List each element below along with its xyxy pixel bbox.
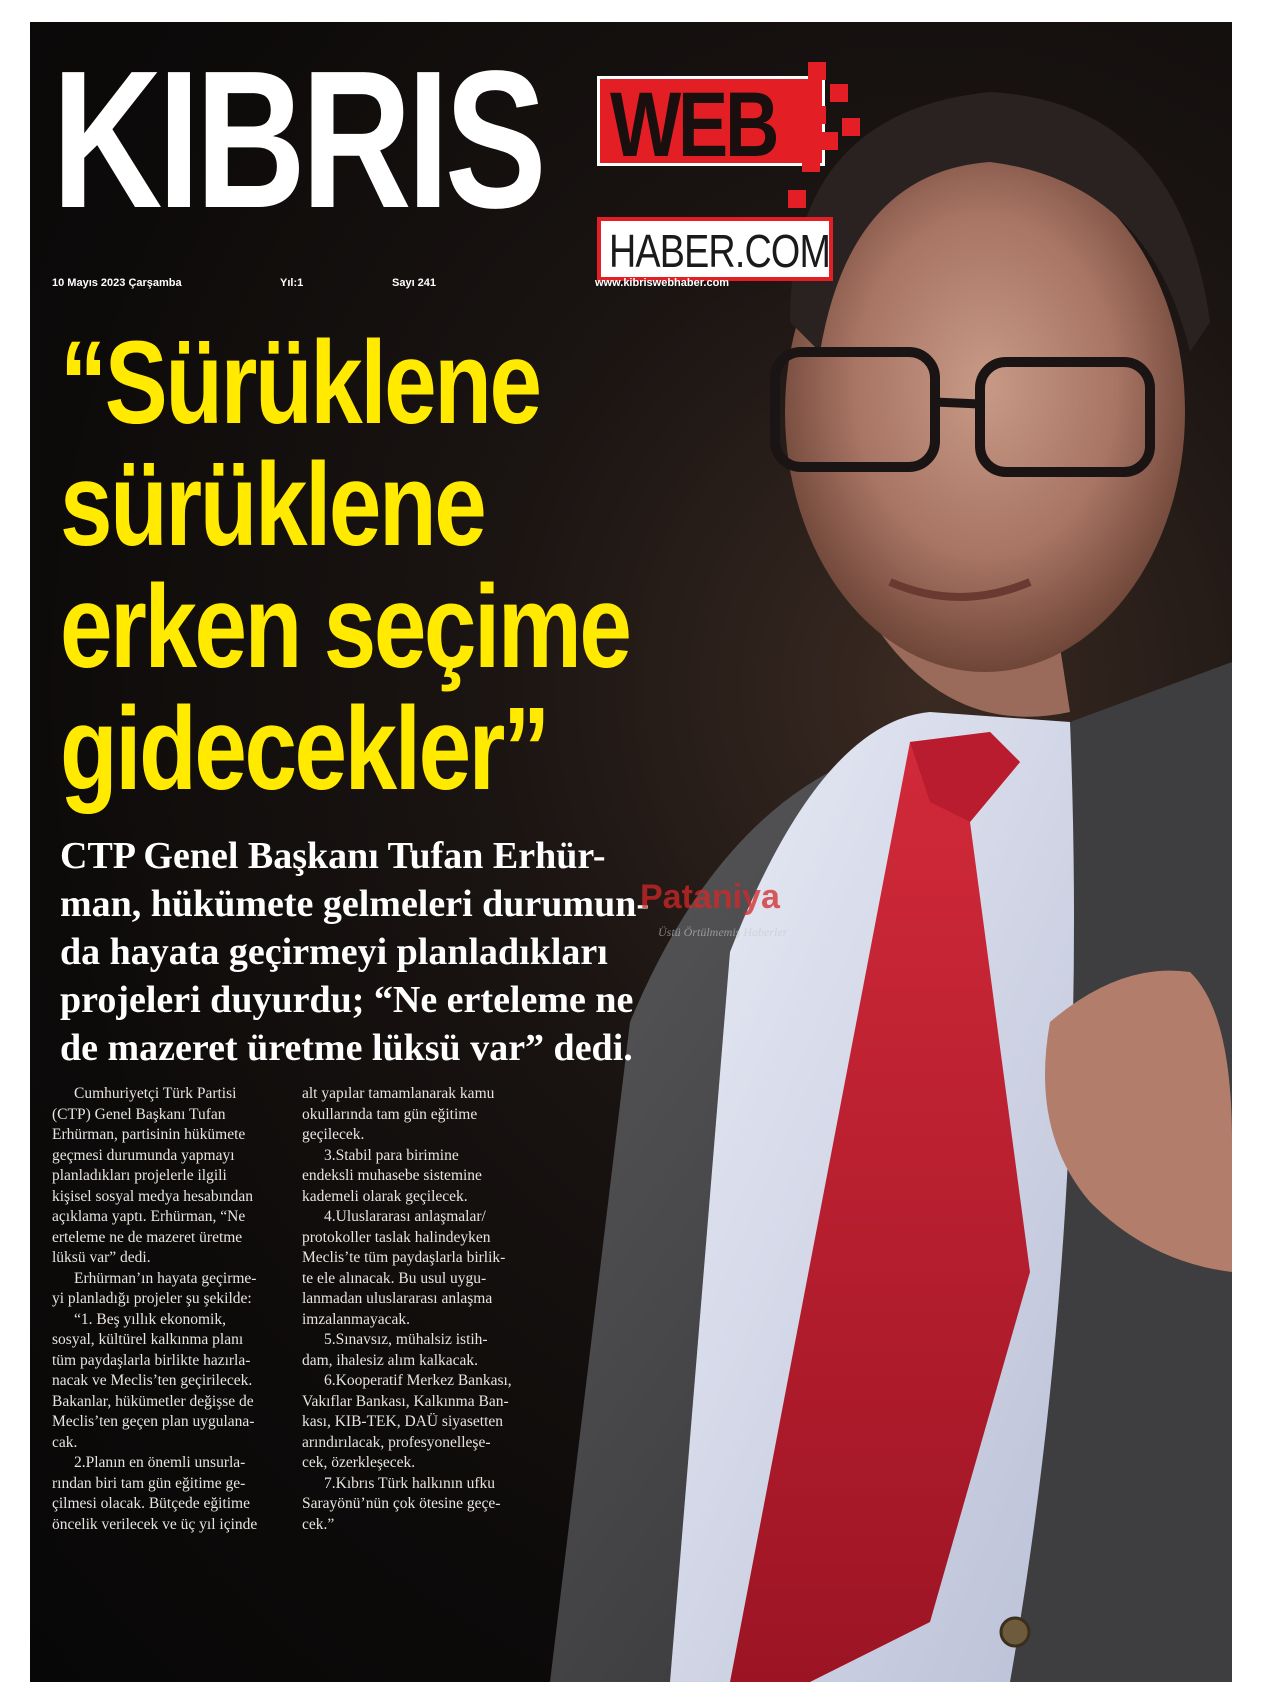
- article-line: sosyal, kültürel kalkınma planı: [52, 1331, 244, 1348]
- article-line: geçmesi durumunda yapmayı: [52, 1146, 235, 1164]
- watermark-tagline: Üstü Örtülmemiş Haberler: [658, 925, 788, 939]
- headline-line: gidecekler”: [60, 683, 548, 815]
- deck-line: da hayata geçirmeyi planladıkları: [60, 931, 608, 973]
- masthead-haber-logo: [597, 217, 833, 281]
- main-headline: [60, 317, 732, 815]
- headline-line: “Sürüklene: [60, 317, 540, 449]
- deck-line: de mazeret üretme lüksü var” dedi.: [60, 1027, 633, 1069]
- masthead-web-text: WEB: [610, 74, 777, 176]
- article-line: Sarayönü’nün çok ötesine geçe-: [302, 1495, 501, 1512]
- article-line: endeksli muhasebe sistemine: [302, 1167, 482, 1184]
- article-line: protokoller taslak halindeyken: [302, 1228, 491, 1246]
- masthead-haber-text: HABER.COM: [609, 225, 831, 277]
- article-line: arındırılacak, profesyonelleşe-: [302, 1433, 491, 1451]
- article-line: planladıkları projelerle ilgili: [52, 1167, 227, 1184]
- article-line: okullarında tam gün eğitime: [302, 1105, 478, 1123]
- website-url: www.kibriswebhaber.com: [595, 277, 730, 289]
- article-line: çilmesi olacak. Bütçede eğitime: [52, 1495, 250, 1512]
- article-line: 2.Planın en önemli unsurla-: [74, 1454, 246, 1471]
- article-line: 5.Sınavsız, mühalsiz istih-: [324, 1331, 488, 1348]
- article-line: te ele alınacak. Bu usul uygu-: [302, 1269, 487, 1287]
- article-line: rından biri tam gün eğitime ge-: [52, 1474, 246, 1492]
- masthead-kibris-logo: KIBRIS: [52, 30, 543, 249]
- article-line: kası, KIB-TEK, DAÜ siyasetten: [302, 1413, 504, 1430]
- article-line: kademeli olarak geçilecek.: [302, 1187, 468, 1205]
- article-line: erteleme ne de mazeret üretme: [52, 1228, 243, 1246]
- article-line: yi planladığı projeler şu şekilde:: [52, 1290, 252, 1307]
- article-line: tüm paydaşlarla birlikte hazırla-: [52, 1351, 251, 1369]
- article-column-2: [302, 1084, 562, 1535]
- article-line: Meclis’ten geçen plan uygulana-: [52, 1413, 255, 1430]
- headline-line: sürüklene: [60, 439, 485, 571]
- article-line: alt yapılar tamamlanarak kamu: [302, 1085, 495, 1102]
- article-line: Erhürman’ın hayata geçirme-: [74, 1269, 257, 1287]
- article-line: imzalanmayacak.: [302, 1310, 411, 1328]
- article-column-1: [52, 1084, 302, 1535]
- article-line: (CTP) Genel Başkanı Tufan: [52, 1105, 226, 1123]
- article-line: cek.”: [302, 1515, 335, 1533]
- watermark-logo: Pataniya: [640, 878, 780, 916]
- article-line: 3.Stabil para birimine: [324, 1146, 459, 1164]
- article-line: Cumhuriyetçi Türk Partisi: [74, 1085, 237, 1102]
- article-line: Erhürman, partisinin hükümete: [52, 1126, 246, 1143]
- article-line: cek, özerkleşecek.: [302, 1454, 416, 1471]
- article-line: cak.: [52, 1433, 78, 1451]
- article-line: lanmadan uluslararası anlaşma: [302, 1290, 493, 1307]
- newspaper-front-page: [30, 22, 1232, 1682]
- article-line: dam, ihalesiz alım kalkacak.: [302, 1351, 479, 1369]
- deck-line: CTP Genel Başkanı Tufan Erhür-: [60, 835, 606, 877]
- article-line: 6.Kooperatif Merkez Bankası,: [324, 1372, 512, 1389]
- article-line: nacak ve Meclis’ten geçirilecek.: [52, 1372, 253, 1389]
- deck-line: projeleri duyurdu; “Ne erteleme ne: [60, 979, 634, 1021]
- article-line: Bakanlar, hükümetler değişse de: [52, 1392, 254, 1410]
- issue-year: Yıl:1: [280, 277, 304, 289]
- article-line: lüksü var” dedi.: [52, 1249, 151, 1266]
- issue-date: 10 Mayıs 2023 Çarşamba: [52, 277, 182, 289]
- article-line: geçilecek.: [302, 1126, 365, 1143]
- article-line: 7.Kıbrıs Türk halkının ufku: [324, 1474, 496, 1492]
- article-line: öncelik verilecek ve üç yıl içinde: [52, 1515, 258, 1533]
- article-line: kişisel sosyal medya hesabından: [52, 1187, 254, 1205]
- masthead-web-logo: [597, 74, 825, 176]
- issue-number: Sayı 241: [392, 277, 437, 289]
- article-line: Vakıflar Bankası, Kalkınma Ban-: [302, 1392, 509, 1410]
- article-line: 4.Uluslararası anlaşmalar/: [324, 1208, 486, 1225]
- article-line: “1. Beş yıllık ekonomik,: [74, 1310, 226, 1328]
- article-line: Meclis’te tüm paydaşlarla birlik-: [302, 1249, 506, 1266]
- deck-subheadline: [60, 832, 740, 1072]
- deck-line: man, hükümete gelmeleri durumun-: [60, 883, 649, 925]
- headline-line: erken seçime: [60, 561, 630, 693]
- article-line: açıklama yaptı. Erhürman, “Ne: [52, 1208, 246, 1225]
